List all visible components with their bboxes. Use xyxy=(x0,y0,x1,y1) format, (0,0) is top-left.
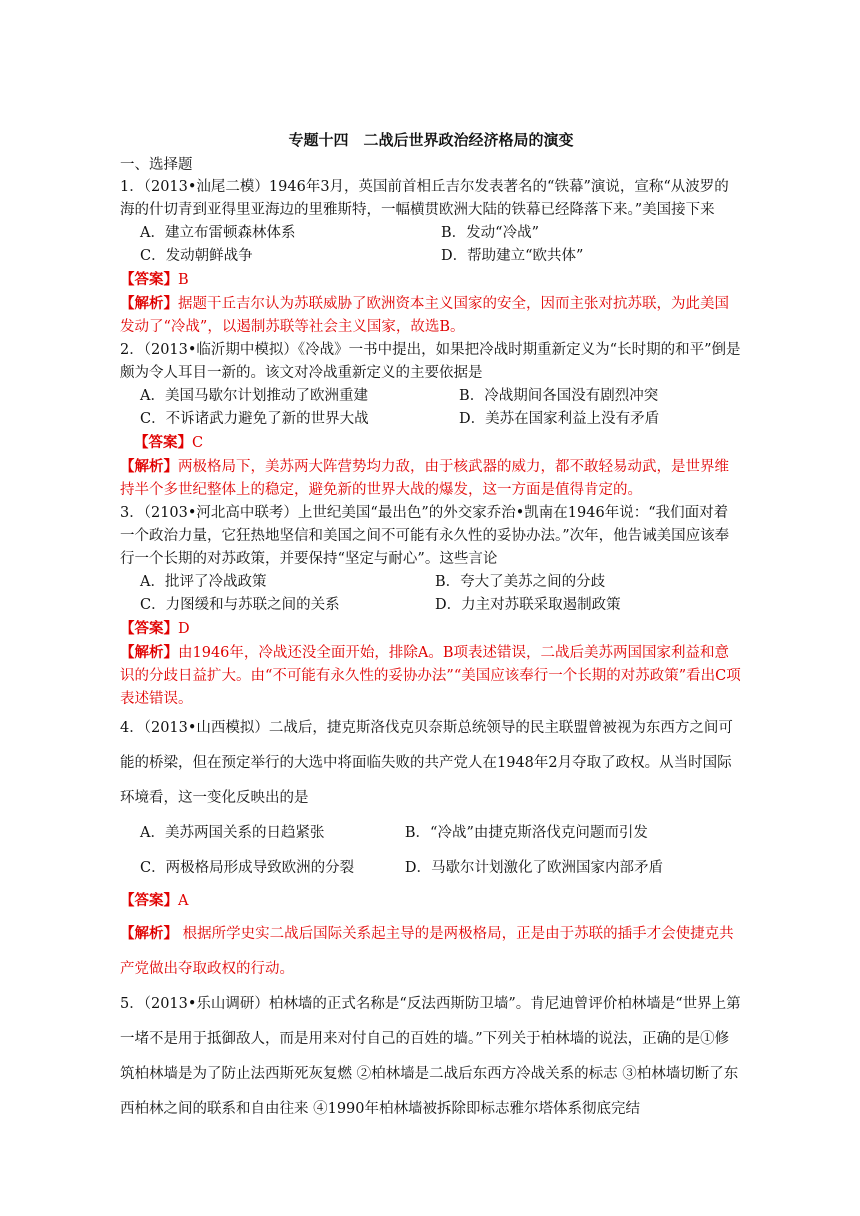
option-a: A．美国马歇尔计划推动了欧洲重建 xyxy=(140,388,368,404)
option-c: C．两极格局形成导致欧洲的分裂 xyxy=(140,860,355,876)
option-d: D．马歇尔计划激化了欧洲国家内部矛盾 xyxy=(404,860,663,876)
answer-label: 【答案】 xyxy=(120,271,178,288)
option-b: B．夸大了美苏之间的分歧 xyxy=(434,574,606,590)
analysis xyxy=(120,292,742,339)
question-4 xyxy=(120,711,742,987)
answer-value: B xyxy=(178,272,189,288)
question-5 xyxy=(120,987,742,1127)
question-text: 5．（2013•乐山调研）柏林墙的正式名称是“反法西斯防卫墙”。肯尼迪曾评价柏林墙是“世界上第一堵不是用于抵御敌人，而是用来对付自己的百姓的墙。”下列关于柏林墙的说法，正确的是①修筑柏林墙是为了防止法西斯死灰复燃 ②柏林墙是二战后东西方冷战关系的标志 ③柏林墙切断了东西柏林之间的联系和自由往来 ④1990年柏林墙被拆除即标志雅尔塔体系彻底完结 xyxy=(120,996,741,1117)
analysis-text: 根据所学史实二战后国际关系起主导的是两极格局，正是由于苏联的插手才会使捷克共产党做出夺取政权的行动。 xyxy=(120,926,734,977)
analysis xyxy=(120,641,742,711)
analysis xyxy=(120,455,742,502)
question-text: 2．（2013•临沂期中模拟）《冷战》一书中提出，如果把冷战时期重新定义为“长时期的和平”倒是颇为令人耳目一新的。该文对冷战重新定义的主要依据是 xyxy=(120,342,741,381)
option-d: D．帮助建立“欧共体” xyxy=(441,248,584,264)
question-text: 4．（2013•山西模拟）二战后，捷克斯洛伐克贝奈斯总统领导的民主联盟曾被视为东西方之间可能的桥梁，但在预定举行的大选中将面临失败的共产党人在1948年2月夺取了政权。从当时国际环境看，这一变化反映出的是 xyxy=(120,720,733,806)
options xyxy=(120,385,742,431)
option-b: B．“冷战”由捷克斯洛伐克问题而引发 xyxy=(404,825,648,841)
answer-label: 【答案】 xyxy=(120,892,178,909)
document-body xyxy=(120,128,742,1127)
option-a: A．批评了冷战政策 xyxy=(140,574,267,590)
options xyxy=(120,571,742,617)
option-c: C．力图缓和与苏联之间的关系 xyxy=(140,597,340,613)
analysis-text: 由1946年，冷战还没全面开始，排除A。B项表述错误，二战后美苏两国国家利益和意识的分歧日益扩大。由“不可能有永久性的妥协办法”“美国应该奉行一个长期的对苏政策”看出C项表述错误。 xyxy=(120,645,741,707)
answer-value: D xyxy=(178,621,190,637)
analysis-label: 【解析】 xyxy=(120,644,178,661)
analysis-label: 【解析】 xyxy=(120,458,178,475)
analysis-label: 【解析】 xyxy=(120,295,178,312)
answer xyxy=(120,617,742,641)
option-c: C．发动朝鲜战争 xyxy=(140,248,253,264)
answer-label: 【答案】 xyxy=(120,620,178,637)
answer-value: C xyxy=(192,435,204,451)
option-c: C．不诉诸武力避免了新的世界大战 xyxy=(140,411,369,427)
answer xyxy=(120,886,742,916)
question-3 xyxy=(120,502,742,711)
answer-value: A xyxy=(178,893,189,909)
analysis-label: 【解析】 xyxy=(120,925,178,942)
question-text: 1．（2013•汕尾二模）1946年3月，英国前首相丘吉尔发表著名的“铁幕”演说，宣称“从波罗的海的什切青到亚得里亚海边的里雅斯特，一幅横贯欧洲大陆的铁幕已经降落下来。”美国接下来 xyxy=(120,179,729,218)
answer xyxy=(120,268,742,292)
analysis-text: 两极格局下，美苏两大阵营势均力敌，由于核武器的威力，都不敢轻易动武，是世界维持半个多世纪整体上的稳定，避免新的世界大战的爆发，这一方面是值得肯定的。 xyxy=(120,459,729,498)
question-1 xyxy=(120,176,742,339)
option-b: B．发动“冷战” xyxy=(441,225,539,241)
answer xyxy=(120,431,742,455)
option-a: A．美苏两国关系的日趋紧张 xyxy=(140,825,325,841)
option-d: D．力主对苏联采取遏制政策 xyxy=(434,597,621,613)
options xyxy=(120,222,742,268)
option-d: D．美苏在国家利益上没有矛盾 xyxy=(459,411,660,427)
section-heading: 一、选择题 xyxy=(120,157,193,173)
analysis-text: 据题干丘吉尔认为苏联威胁了欧洲资本主义国家的安全，因而主张对抗苏联，为此美国发动了“冷战”，以遏制苏联等社会主义国家，故选B。 xyxy=(120,296,729,335)
answer-label: 【答案】 xyxy=(134,434,192,451)
option-a: A．建立布雷顿森林体系 xyxy=(140,225,296,241)
analysis xyxy=(120,916,742,987)
option-b: B．冷战期间各国没有剧烈冲突 xyxy=(459,388,659,404)
question-2 xyxy=(120,339,742,502)
options xyxy=(120,816,742,886)
page-title: 专题十四 二战后世界政治经济格局的演变 xyxy=(288,131,574,149)
question-text: 3．（2103•河北高中联考）上世纪美国“最出色”的外交家乔治•凯南在1946年说：“我们面对着一个政治力量，它狂热地坚信和美国之间不可能有永久性的妥协办法。”次年，他告诫美国应该奉行一个长期的对苏政策，并要保持“坚定与耐心”。这些言论 xyxy=(120,505,730,567)
